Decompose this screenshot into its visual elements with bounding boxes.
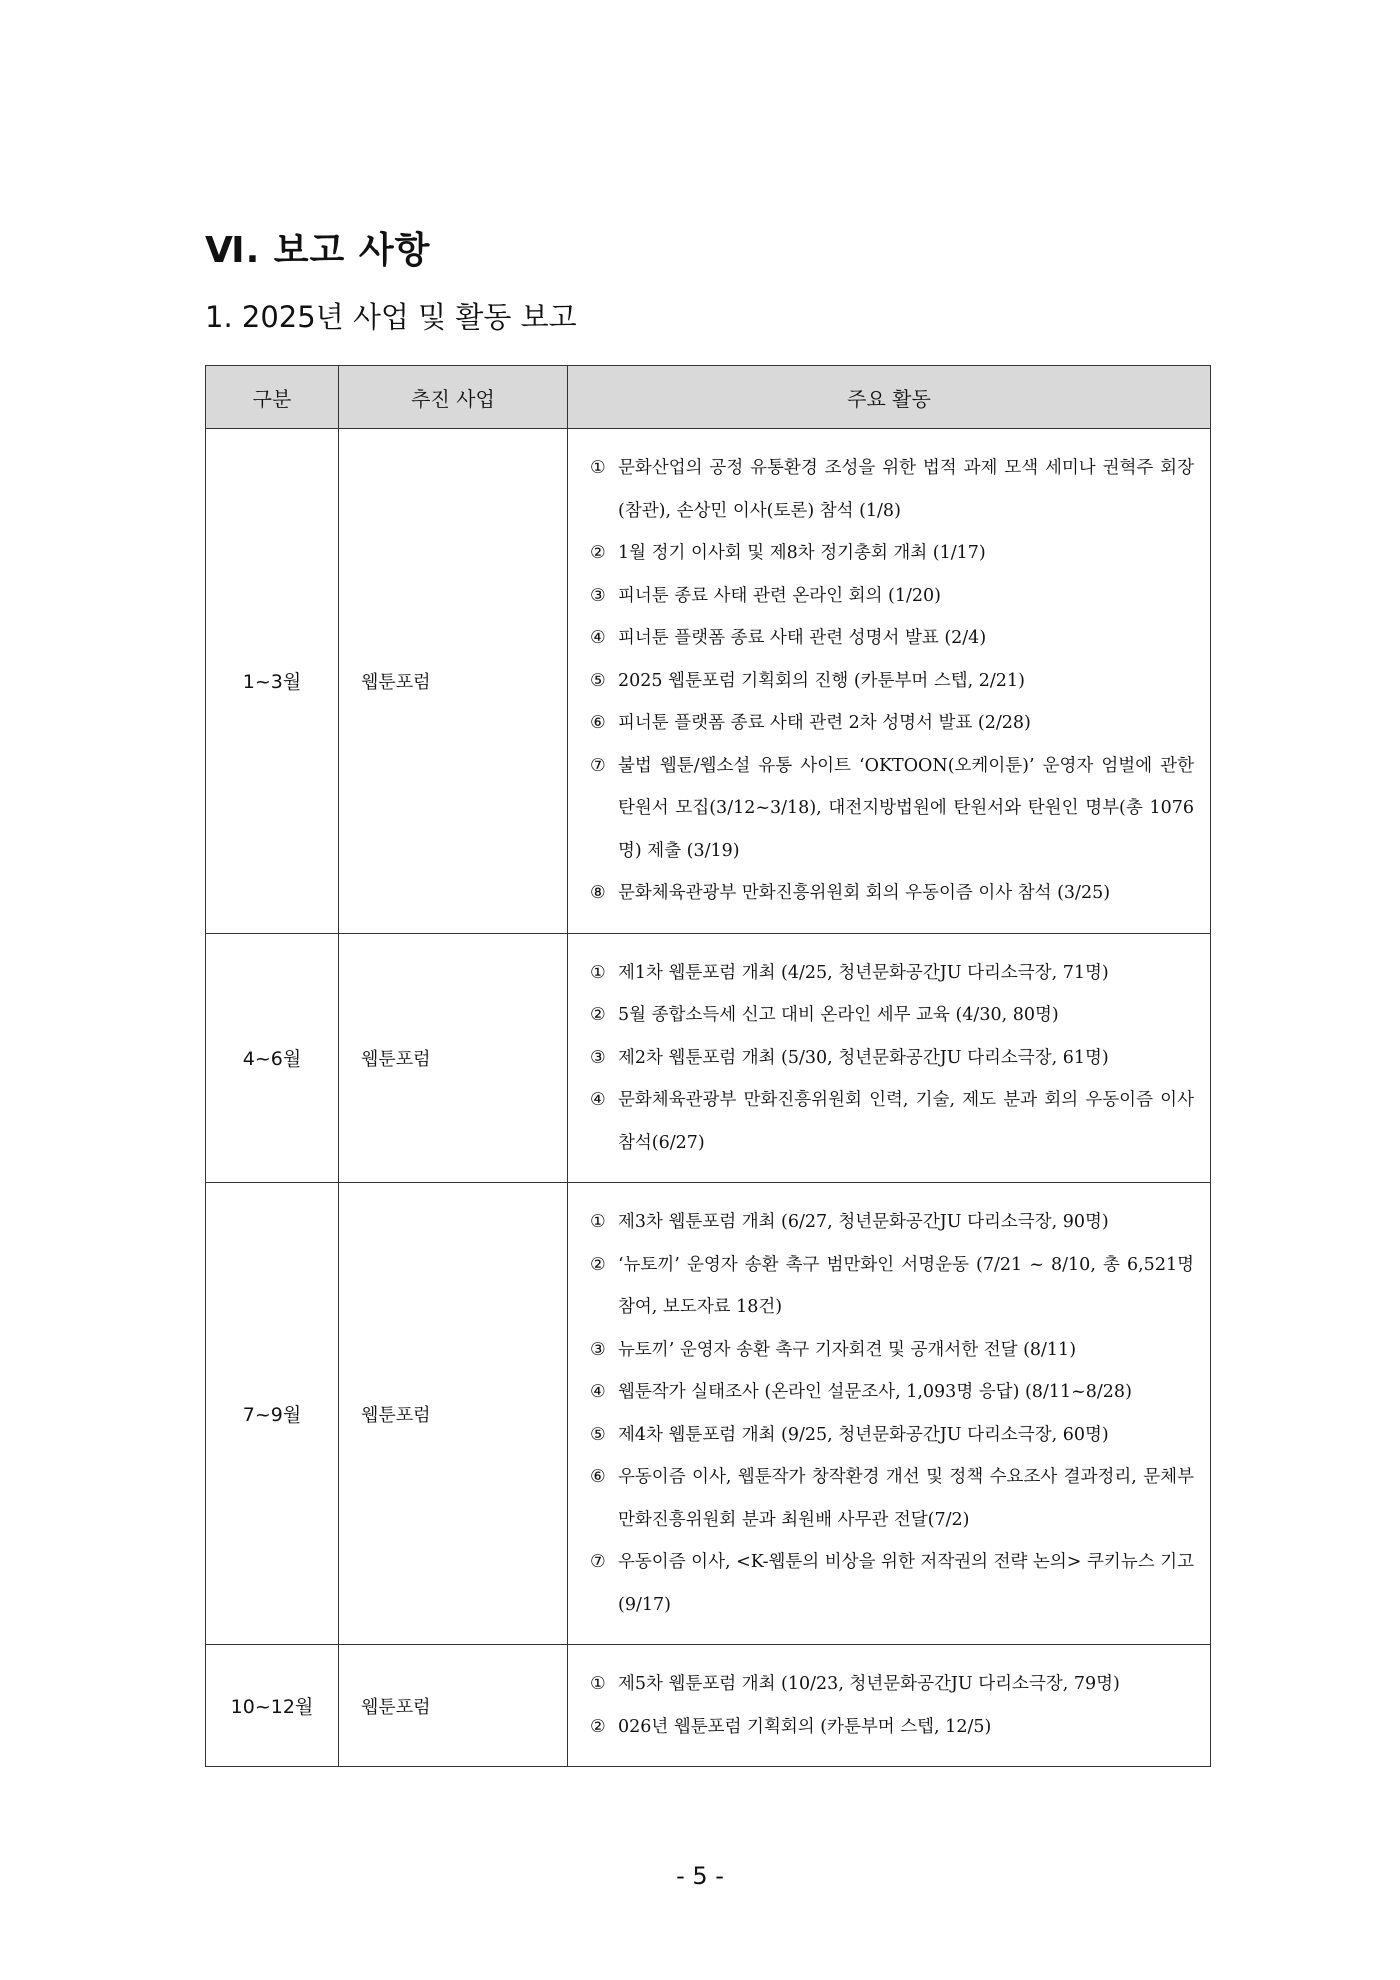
activity-text: 026년 웹툰포럼 기획회의 (카툰부머 스텝, 12/5) xyxy=(618,1716,992,1737)
activity-text: 문화체육관광부 만화진흥위원회 인력, 기술, 제도 분과 회의 우동이즘 이사 참석(6/27) xyxy=(618,1090,1194,1153)
activity-item xyxy=(590,447,1194,532)
activity-text: 문화체육관광부 만화진흥위원회 회의 우동이즘 이사 참석 (3/25) xyxy=(618,883,1111,903)
activity-number: ② xyxy=(590,1254,606,1275)
activity-text: 문화산업의 공정 유통환경 조성을 위한 법적 과제 모색 세미나 권혁주 회장(참관), 손상민 이사(토론) 참석 (1/8) xyxy=(618,458,1194,521)
project-cell: 웹툰포럼 xyxy=(339,933,568,1183)
activity-text: 웹툰작가 실태조사 (온라인 설문조사, 1,093명 응답) (8/11~8/28) xyxy=(618,1382,1132,1402)
project-cell: 웹툰포럼 xyxy=(339,1183,568,1645)
activity-number: ① xyxy=(590,1674,606,1694)
project-cell: 웹툰포럼 xyxy=(339,429,568,934)
activity-text: 우동이즘 이사, 웹툰작가 창작환경 개선 및 정책 수요조사 결과정리, 문체부 만화진흥위원회 분과 최원배 사무관 전달(7/2) xyxy=(618,1467,1194,1530)
activity-text: 피너툰 플랫폼 종료 사태 관련 2차 성명서 발표 (2/28) xyxy=(618,713,1031,733)
activity-text: ‘뉴토끼’ 운영자 송환 촉구 범만화인 서명운동 (7/21 ~ 8/10, 총 6,521명 참여, 보도자료 18건) xyxy=(618,1254,1194,1317)
activity-item xyxy=(590,1456,1194,1541)
header-period: 구분 xyxy=(206,366,339,429)
activity-number: ② xyxy=(590,1005,606,1025)
header-project: 추진 사업 xyxy=(339,366,568,429)
table-header-row xyxy=(206,366,1211,429)
activity-item xyxy=(590,994,1194,1037)
activity-item xyxy=(590,1663,1194,1706)
activity-item xyxy=(590,1414,1194,1457)
activity-number: ① xyxy=(590,458,606,478)
activity-text: 우동이즘 이사, <K-웹툰의 비상을 위한 저작권의 전략 논의> 쿠키뉴스 기고(9/17) xyxy=(618,1552,1195,1615)
period-cell: 10~12월 xyxy=(206,1645,339,1767)
activity-number: ④ xyxy=(590,1090,606,1110)
activity-text: 피너툰 플랫폼 종료 사태 관련 성명서 발표 (2/4) xyxy=(618,628,987,648)
activity-number: ⑧ xyxy=(590,883,606,903)
activity-item xyxy=(590,702,1194,745)
activity-number: ③ xyxy=(590,1047,606,1068)
period-cell: 1~3월 xyxy=(206,429,339,934)
activity-text: 불법 웹툰/웹소설 유통 사이트 ‘OKTOON(오케이툰)’ 운영자 엄벌에 관한 탄원서 모집(3/12~3/18), 대전지방법원에 탄원서와 탄원인 명부(총 1076명) 제출 (3/19) xyxy=(618,755,1194,861)
activity-number: ⑦ xyxy=(590,1552,606,1572)
activity-number: ① xyxy=(590,1212,606,1232)
activity-number: ⑥ xyxy=(590,713,606,733)
activities-cell xyxy=(568,1183,1211,1645)
sub-title: 1. 2025년 사업 및 활동 보고 xyxy=(205,300,577,334)
activity-text: 제1차 웹툰포럼 개최 (4/25, 청년문화공간JU 다리소극장, 71명) xyxy=(618,962,1109,983)
activity-item xyxy=(590,1541,1194,1626)
activity-item xyxy=(590,532,1194,575)
activity-text: 제3차 웹툰포럼 개최 (6/27, 청년문화공간JU 다리소극장, 90명) xyxy=(618,1212,1109,1232)
activity-number: ② xyxy=(590,543,606,563)
activity-number: ⑤ xyxy=(590,1424,606,1445)
period-cell: 4~6월 xyxy=(206,933,339,1183)
activity-item xyxy=(590,745,1194,873)
activity-item xyxy=(590,1037,1194,1080)
project-cell: 웹툰포럼 xyxy=(339,1645,568,1767)
activity-number: ④ xyxy=(590,1382,606,1402)
activity-text: 피너툰 종료 사태 관련 온라인 회의 (1/20) xyxy=(618,585,941,606)
activity-item xyxy=(590,952,1194,995)
activity-item xyxy=(590,1371,1194,1414)
activity-item xyxy=(590,1244,1194,1329)
activity-report-table xyxy=(205,365,1211,1767)
activity-number: ③ xyxy=(590,585,606,606)
table-row xyxy=(206,429,1211,934)
activity-number: ⑥ xyxy=(590,1467,606,1487)
activity-number: ③ xyxy=(590,1339,606,1360)
activity-item xyxy=(590,575,1194,618)
table-row xyxy=(206,933,1211,1183)
activity-number: ⑦ xyxy=(590,755,606,776)
activity-text: 뉴토끼’ 운영자 송환 촉구 기자회견 및 공개서한 전달 (8/11) xyxy=(618,1339,1077,1360)
period-cell: 7~9월 xyxy=(206,1183,339,1645)
activity-item xyxy=(590,1329,1194,1372)
table-row xyxy=(206,1645,1211,1767)
activities-cell xyxy=(568,429,1211,934)
activity-text: 2025 웹툰포럼 기획회의 진행 (카툰부머 스텝, 2/21) xyxy=(618,670,1025,691)
activity-item xyxy=(590,872,1194,915)
activity-text: 제4차 웹툰포럼 개최 (9/25, 청년문화공간JU 다리소극장, 60명) xyxy=(618,1424,1109,1445)
page-number: - 5 - xyxy=(676,1862,724,1890)
activity-number: ⑤ xyxy=(590,670,606,691)
activity-number: ④ xyxy=(590,628,606,648)
activity-item xyxy=(590,1706,1194,1749)
activity-text: 5월 종합소득세 신고 대비 온라인 세무 교육 (4/30, 80명) xyxy=(618,1005,1059,1025)
activities-cell xyxy=(568,1645,1211,1767)
table-row xyxy=(206,1183,1211,1645)
activity-text: 제5차 웹툰포럼 개최 (10/23, 청년문화공간JU 다리소극장, 79명) xyxy=(618,1674,1120,1694)
header-activities: 주요 활동 xyxy=(568,366,1211,429)
activity-number: ② xyxy=(590,1716,606,1737)
activity-text: 1월 정기 이사회 및 제8차 정기총회 개최 (1/17) xyxy=(618,543,986,563)
activity-item xyxy=(590,1079,1194,1164)
activity-item xyxy=(590,1201,1194,1244)
activity-text: 제2차 웹툰포럼 개최 (5/30, 청년문화공간JU 다리소극장, 61명) xyxy=(618,1047,1109,1068)
activity-number: ① xyxy=(590,962,606,983)
section-title: Ⅵ. 보고 사항 xyxy=(205,230,431,271)
activity-item xyxy=(590,617,1194,660)
activities-cell xyxy=(568,933,1211,1183)
activity-item xyxy=(590,660,1194,703)
